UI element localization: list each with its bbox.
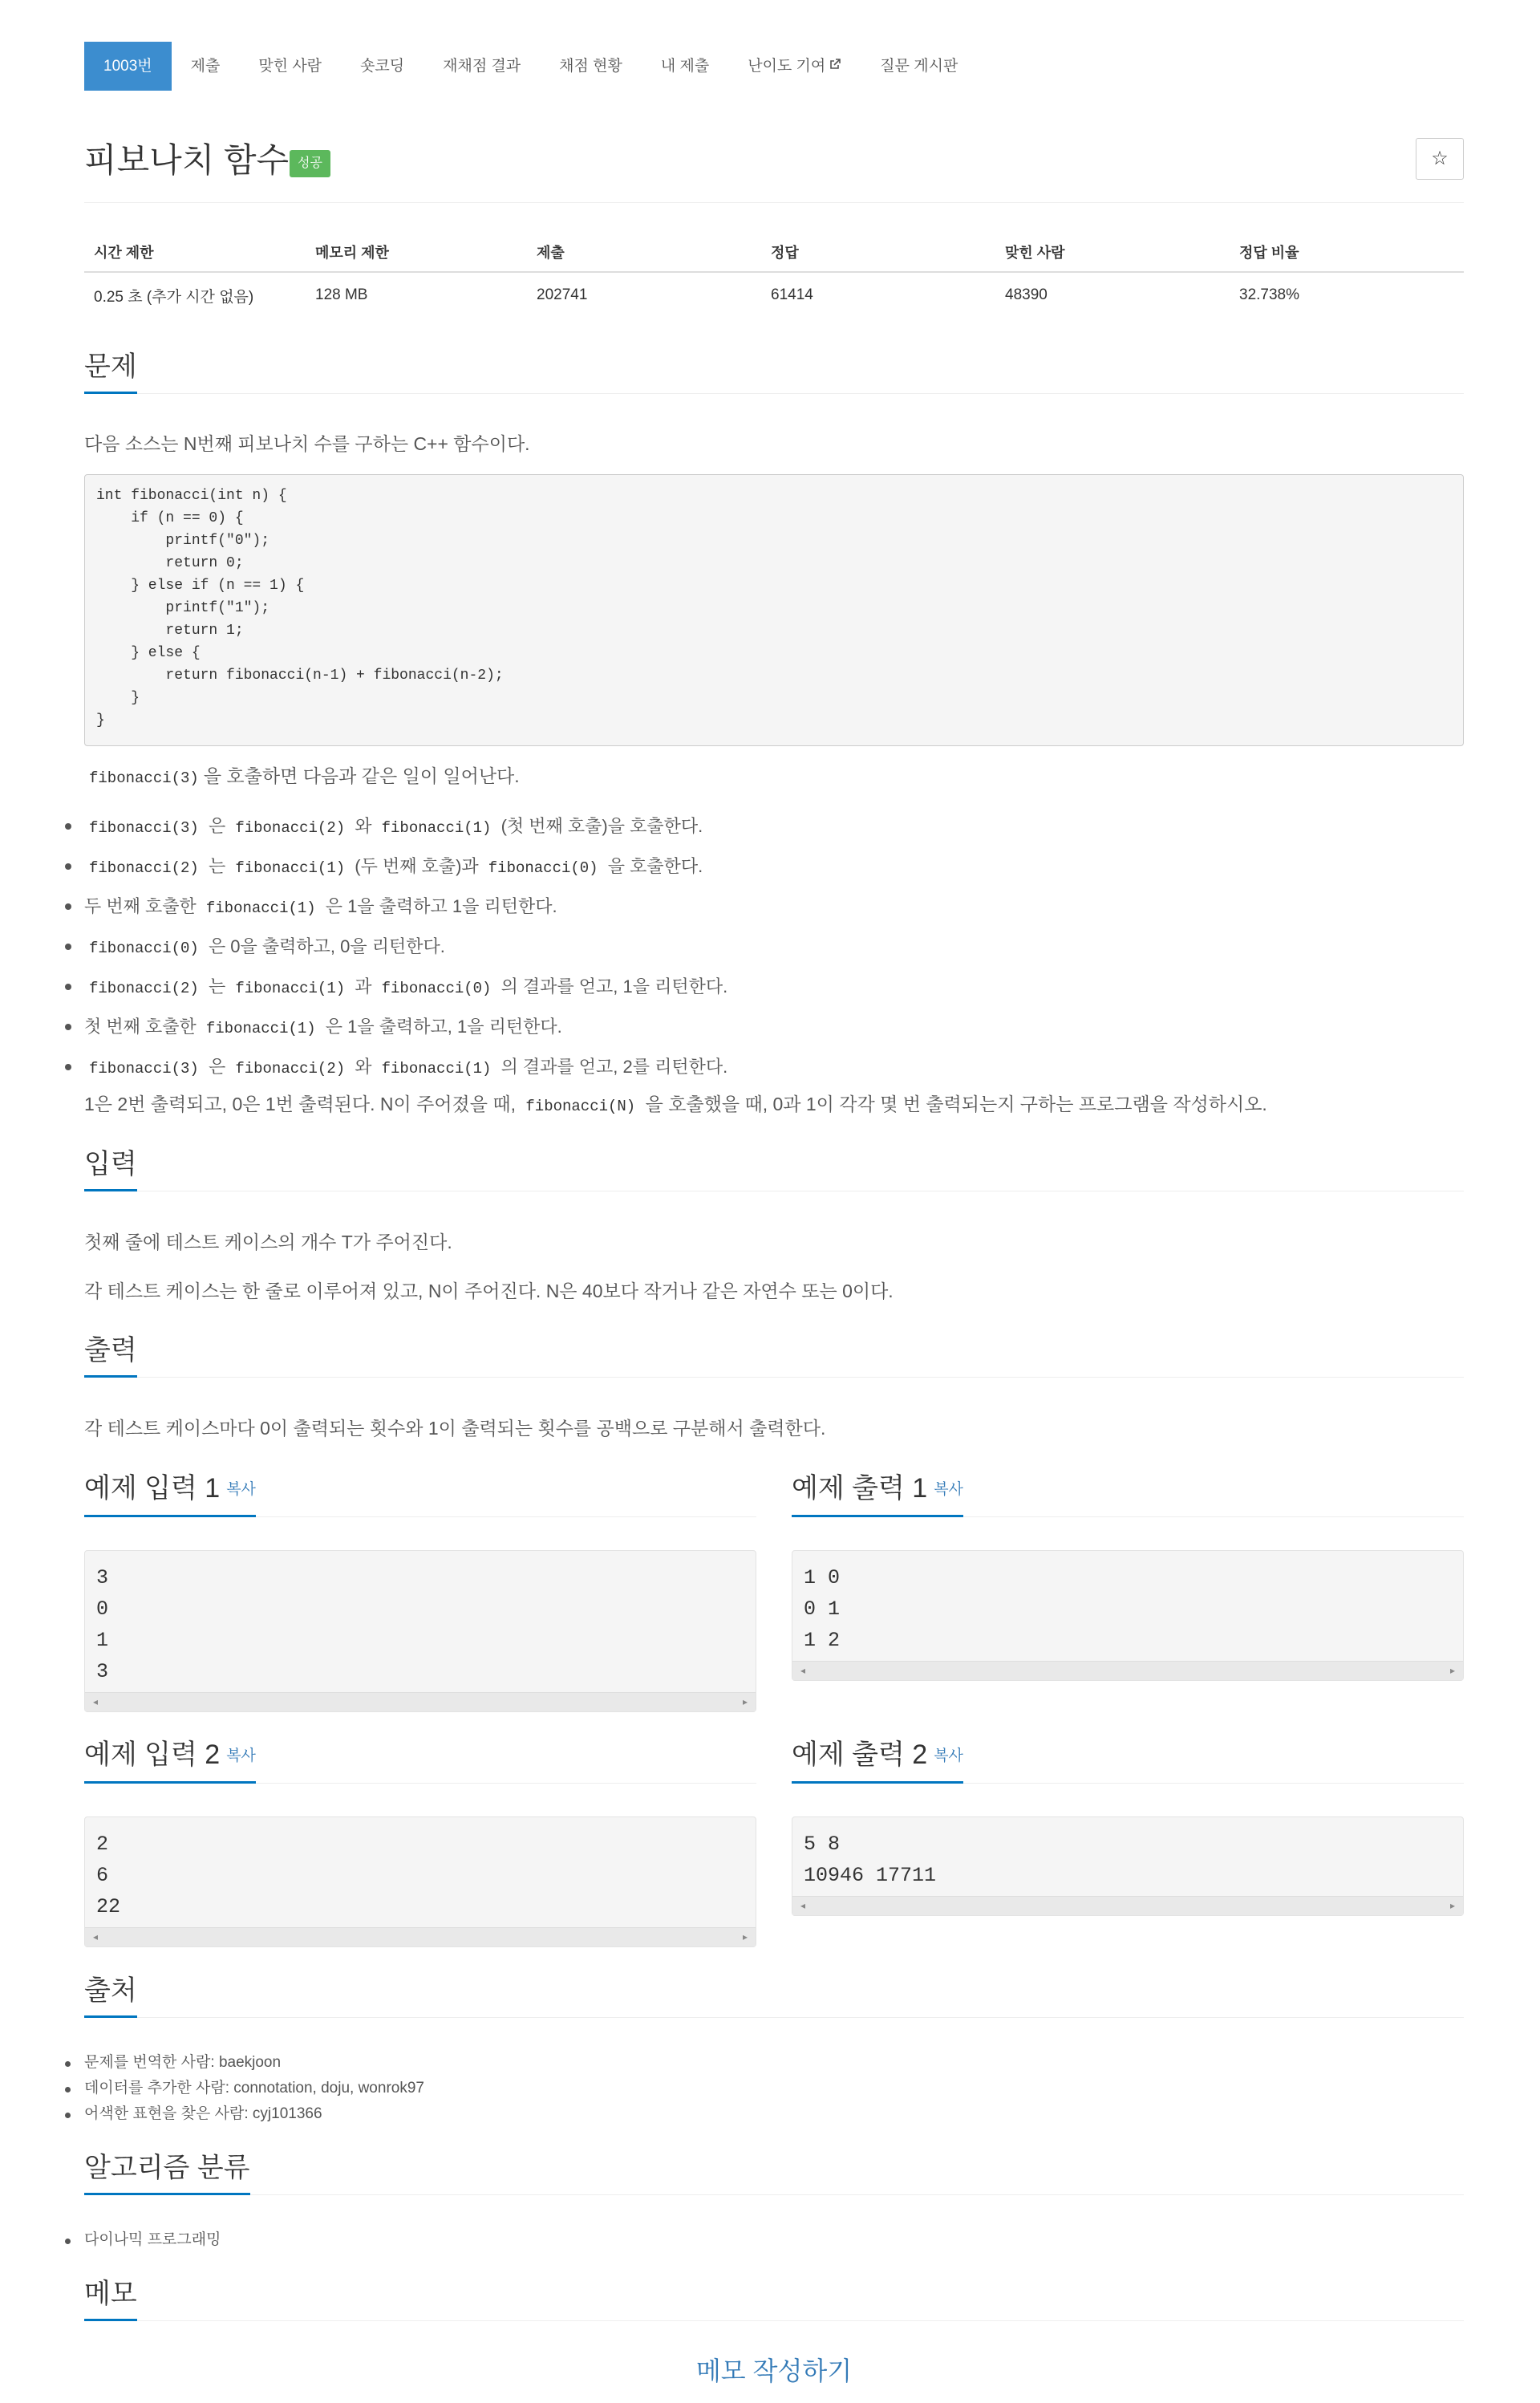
scroll-right-icon[interactable]: ▸ bbox=[742, 1696, 748, 1707]
step-text: 은 bbox=[203, 1057, 231, 1077]
call-step-item bbox=[84, 968, 727, 1008]
section-input-header bbox=[84, 1147, 1464, 1191]
inline-code: fibonacci(1) bbox=[381, 1060, 492, 1078]
step-text: 의 결과를 얻고, 1을 리턴한다. bbox=[496, 976, 728, 997]
section-output-header bbox=[84, 1333, 1464, 1378]
step-text: 두 번째 호출한 bbox=[84, 896, 201, 916]
sample-input-1-header bbox=[84, 1471, 756, 1517]
section-title: 문제 bbox=[84, 350, 137, 394]
header-ratio: 정답 비율 bbox=[1239, 245, 1299, 261]
call-step-item bbox=[84, 847, 727, 887]
sample-text: 3 0 1 3 bbox=[96, 1566, 109, 1683]
sample-output-2-header bbox=[792, 1738, 1464, 1784]
sample-text: 5 8 10946 17711 bbox=[804, 1833, 937, 1887]
external-link-icon bbox=[829, 60, 841, 74]
divider bbox=[84, 2320, 1464, 2321]
list-item: 문제를 번역한 사람: baekjoon bbox=[84, 2050, 424, 2076]
problem-tabs bbox=[84, 42, 977, 91]
inline-code: fibonacci(3) bbox=[89, 819, 199, 837]
header-solved-users: 맞힌 사람 bbox=[1005, 245, 1065, 261]
problem-title: 피보나치 함수 bbox=[84, 141, 290, 179]
call-steps-list bbox=[84, 807, 727, 1088]
value-memory-limit: 128 MB bbox=[315, 286, 368, 303]
tab-difficulty-label: 난이도 기여 bbox=[748, 58, 826, 75]
header-accepted: 정답 bbox=[771, 245, 799, 261]
sample-input-2[interactable] bbox=[84, 1816, 756, 1947]
inline-code: fibonacci(1) bbox=[235, 980, 346, 997]
step-text: 는 bbox=[203, 856, 231, 876]
sample-title: 예제 출력 1 bbox=[792, 1473, 928, 1504]
sample-input-1[interactable] bbox=[84, 1550, 756, 1712]
step-text: 와 bbox=[350, 1057, 377, 1077]
sample-text: 2 6 22 bbox=[96, 1833, 121, 1918]
section-memo-header bbox=[84, 2277, 1464, 2321]
inline-code: fibonacci(1) bbox=[381, 819, 492, 837]
header-submissions: 제출 bbox=[537, 245, 565, 261]
scroll-left-icon[interactable]: ◂ bbox=[800, 1665, 806, 1676]
tab-my-submissions[interactable]: 내 제출 bbox=[660, 58, 710, 75]
value-submissions: 202741 bbox=[537, 286, 588, 303]
section-problem-header bbox=[84, 350, 1464, 394]
tab-status[interactable]: 채점 현황 bbox=[559, 58, 622, 75]
sample-output-1[interactable] bbox=[792, 1550, 1464, 1681]
star-icon: ☆ bbox=[1431, 148, 1449, 169]
sample-output-2[interactable] bbox=[792, 1816, 1464, 1916]
inline-code: fibonacci(2) bbox=[235, 819, 346, 837]
section-title bbox=[84, 1738, 256, 1784]
sample-input-2-header bbox=[84, 1738, 756, 1784]
input-desc-2: 각 테스트 케이스는 한 줄로 이루어져 있고, N이 주어진다. N은 40보다 작거나 같은 자연수 또는 0이다. bbox=[84, 1281, 894, 1301]
inline-code: fibonacci(0) bbox=[89, 940, 199, 957]
call-text: 을 호출하면 다음과 같은 일이 일어난다. bbox=[203, 765, 520, 786]
inline-code: fibonacci(2) bbox=[235, 1060, 346, 1078]
tab-solved-users[interactable]: 맞힌 사람 bbox=[258, 58, 322, 75]
call-step-item bbox=[84, 887, 727, 928]
algorithm-list bbox=[84, 2227, 221, 2253]
scroll-left-icon[interactable]: ◂ bbox=[800, 1900, 806, 1911]
tab-board[interactable]: 질문 게시판 bbox=[880, 58, 958, 75]
goal-text-post: 을 호출했을 때, 0과 1이 각각 몇 번 출력되는지 구하는 프로그램을 작성하시오. bbox=[640, 1094, 1267, 1114]
tab-rejudge[interactable]: 재채점 결과 bbox=[443, 58, 521, 75]
inline-code: fibonacci(N) bbox=[525, 1098, 636, 1115]
inline-code: fibonacci(1) bbox=[205, 1020, 316, 1037]
section-title: 알고리즘 분류 bbox=[84, 2151, 250, 2195]
step-text: 의 결과를 얻고, 2를 리턴한다. bbox=[496, 1057, 728, 1077]
tab-short-coding[interactable]: 숏코딩 bbox=[360, 58, 405, 75]
inline-code: fibonacci(2) bbox=[89, 859, 199, 877]
call-step-item bbox=[84, 928, 727, 968]
scroll-left-icon[interactable]: ◂ bbox=[93, 1931, 99, 1942]
problem-info-table bbox=[84, 233, 1464, 318]
inline-code: fibonacci(0) bbox=[381, 980, 492, 997]
inline-code: fibonacci(3) bbox=[89, 769, 199, 787]
header-memory-limit: 메모리 제한 bbox=[315, 245, 389, 261]
copy-button[interactable]: 복사 bbox=[226, 1747, 256, 1765]
call-step-item bbox=[84, 1008, 727, 1048]
value-ratio: 32.738% bbox=[1239, 286, 1300, 303]
sample-title: 예제 입력 1 bbox=[84, 1473, 221, 1504]
divider bbox=[84, 2017, 1464, 2018]
sample-title: 예제 출력 2 bbox=[792, 1739, 928, 1770]
step-text: 은 bbox=[203, 816, 231, 836]
list-item: 데이터를 추가한 사람: connotation, doju, wonrok97 bbox=[84, 2076, 424, 2101]
horizontal-scrollbar[interactable] bbox=[85, 1927, 756, 1946]
header-time-limit: 시간 제한 bbox=[94, 245, 154, 261]
inline-code: fibonacci(0) bbox=[488, 859, 598, 877]
step-text: 와 bbox=[350, 816, 377, 836]
section-title: 입력 bbox=[84, 1147, 137, 1191]
section-title: 메모 bbox=[84, 2277, 137, 2321]
inline-code: fibonacci(1) bbox=[235, 859, 346, 877]
output-desc: 각 테스트 케이스마다 0이 출력되는 횟수와 1이 출력되는 횟수를 공백으로 구분해서 출력한다. bbox=[84, 1418, 826, 1439]
scroll-right-icon[interactable]: ▸ bbox=[1449, 1900, 1455, 1911]
list-item: 어색한 표현을 찾은 사람: cyj101366 bbox=[84, 2101, 424, 2127]
step-text: 과 bbox=[350, 976, 377, 997]
sample-text: 1 0 0 1 1 2 bbox=[804, 1566, 841, 1652]
step-text: 은 1을 출력하고, 1을 리턴한다. bbox=[320, 1017, 562, 1037]
sample-output-1-header bbox=[792, 1471, 1464, 1517]
goal-text-pre: 1은 2번 출력되고, 0은 1번 출력된다. N이 주어졌을 때, bbox=[84, 1094, 521, 1114]
horizontal-scrollbar[interactable] bbox=[85, 1692, 756, 1711]
step-text: 을 호출한다. bbox=[602, 856, 703, 876]
inline-code: fibonacci(2) bbox=[89, 980, 199, 997]
call-step-item bbox=[84, 1048, 727, 1088]
inline-code: fibonacci(3) bbox=[89, 1060, 199, 1078]
section-algorithm-header bbox=[84, 2151, 1464, 2195]
section-title bbox=[84, 1471, 256, 1517]
problem-goal bbox=[84, 1090, 1464, 1120]
code-block: int fibonacci(int n) { if (n == 0) { printf("0"); return 0; } else if (n == 1) { printf("1"); return 1; } else { return fibonacci(n‐1) + fibonacci(n‐2); } } bbox=[84, 474, 1464, 746]
copy-button[interactable]: 복사 bbox=[934, 1481, 963, 1499]
value-accepted: 61414 bbox=[771, 286, 813, 303]
value-solved-users: 48390 bbox=[1005, 286, 1048, 303]
input-desc-1: 첫째 줄에 테스트 케이스의 개수 T가 주어진다. bbox=[84, 1232, 452, 1252]
info-header-row bbox=[84, 233, 1464, 273]
call-description bbox=[84, 762, 1464, 792]
section-title: 출력 bbox=[84, 1333, 137, 1378]
tab-problem[interactable]: 1003번 bbox=[84, 42, 172, 91]
divider bbox=[84, 2194, 1464, 2195]
copy-button[interactable]: 복사 bbox=[934, 1747, 963, 1765]
step-text: 은 0을 출력하고, 0을 리턴한다. bbox=[203, 936, 445, 956]
favorite-button[interactable] bbox=[1416, 138, 1464, 180]
algorithm-tag[interactable]: 다이나믹 프로그래밍 bbox=[84, 2227, 221, 2253]
tab-difficulty[interactable] bbox=[728, 42, 861, 91]
step-text: (두 번째 호출)과 bbox=[350, 856, 484, 876]
inline-code: fibonacci(1) bbox=[205, 899, 316, 917]
sample-title: 예제 입력 2 bbox=[84, 1739, 221, 1770]
status-badge: 성공 bbox=[290, 150, 330, 177]
scroll-right-icon[interactable]: ▸ bbox=[1449, 1665, 1455, 1676]
source-list bbox=[84, 2050, 424, 2127]
divider bbox=[84, 393, 1464, 394]
scroll-left-icon[interactable]: ◂ bbox=[93, 1696, 99, 1707]
call-step-item bbox=[84, 807, 727, 847]
step-text: 는 bbox=[203, 976, 231, 997]
step-text: (첫 번째 호출)을 호출한다. bbox=[496, 816, 703, 836]
scroll-right-icon[interactable]: ▸ bbox=[742, 1931, 748, 1942]
section-title: 출처 bbox=[84, 1974, 137, 2018]
horizontal-scrollbar[interactable] bbox=[792, 1896, 1463, 1915]
copy-button[interactable]: 복사 bbox=[226, 1481, 256, 1499]
step-text: 첫 번째 호출한 bbox=[84, 1017, 201, 1037]
problem-intro: 다음 소스는 N번째 피보나치 수를 구하는 C++ 함수이다. bbox=[84, 433, 530, 454]
section-title bbox=[792, 1738, 963, 1784]
tab-submit[interactable]: 제출 bbox=[190, 58, 221, 75]
section-title bbox=[792, 1471, 963, 1517]
divider bbox=[84, 1377, 1464, 1378]
info-value-row bbox=[84, 273, 1464, 318]
section-source-header bbox=[84, 1974, 1464, 2018]
divider bbox=[84, 202, 1464, 203]
horizontal-scrollbar[interactable] bbox=[792, 1661, 1463, 1680]
value-time-limit: 0.25 초 (추가 시간 없음) bbox=[94, 288, 254, 306]
write-memo-link[interactable]: 메모 작성하기 bbox=[695, 2356, 853, 2385]
title-row bbox=[84, 138, 1464, 186]
step-text: 은 1을 출력하고 1을 리턴한다. bbox=[320, 896, 557, 916]
